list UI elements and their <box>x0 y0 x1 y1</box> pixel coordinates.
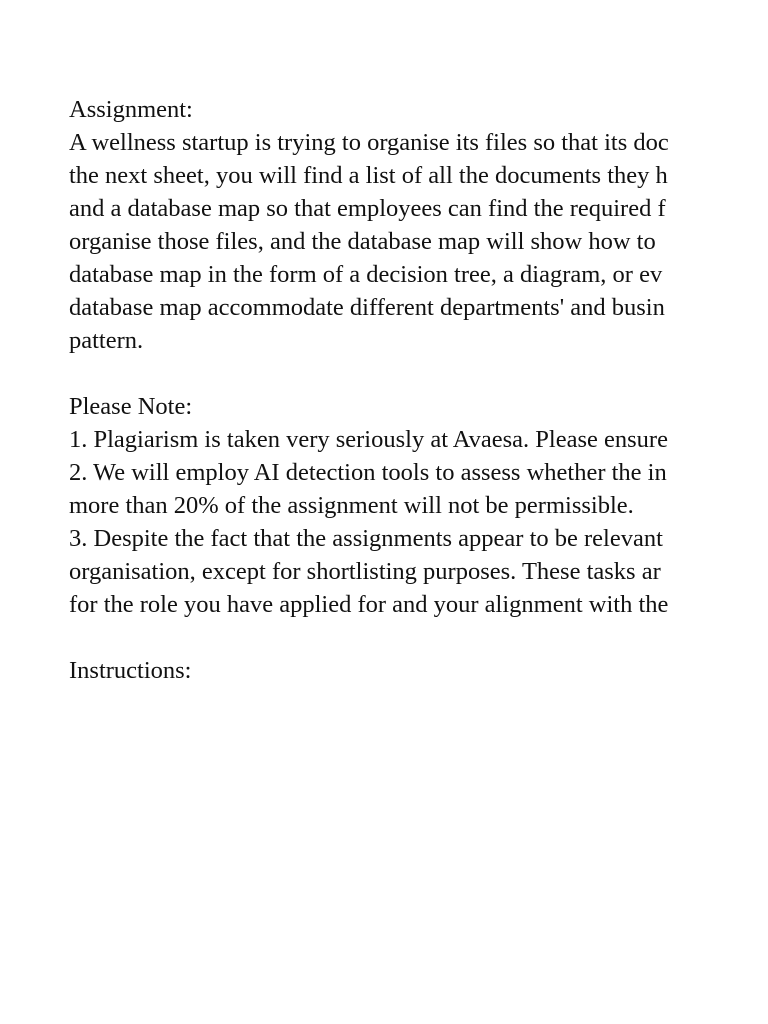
text-line: database map accommodate different departments' and busin <box>69 294 665 321</box>
text-line: for the role you have applied for and your alignment with the <box>69 591 669 618</box>
text-line: database map in the form of a decision tree, a diagram, or ev <box>69 261 663 288</box>
text-line: organisation, except for shortlisting purposes. These tasks ar <box>69 558 661 585</box>
text-line: A wellness startup is trying to organise its files so that its doc <box>69 129 669 156</box>
text-line: 1. Plagiarism is taken very seriously at Avaesa. Please ensure <box>69 426 668 453</box>
text-line: pattern. <box>69 327 144 354</box>
blank-line <box>69 357 669 390</box>
text-line: more than 20% of the assignment will not be permissible. <box>69 492 634 519</box>
text-line: organise those files, and the database map will show how to <box>69 228 656 255</box>
text-line: Instructions: <box>69 657 192 684</box>
text-line: the next sheet, you will find a list of all the documents they h <box>69 162 668 189</box>
text-line: and a database map so that employees can find the required f <box>69 195 666 222</box>
text-line: 2. We will employ AI detection tools to assess whether the in <box>69 459 667 486</box>
blank-line <box>69 621 669 654</box>
text-line: 3. Despite the fact that the assignments appear to be relevant <box>69 525 663 552</box>
document-text-body <box>69 93 669 687</box>
text-line: Please Note: <box>69 393 193 420</box>
text-line: Assignment: <box>69 96 193 123</box>
